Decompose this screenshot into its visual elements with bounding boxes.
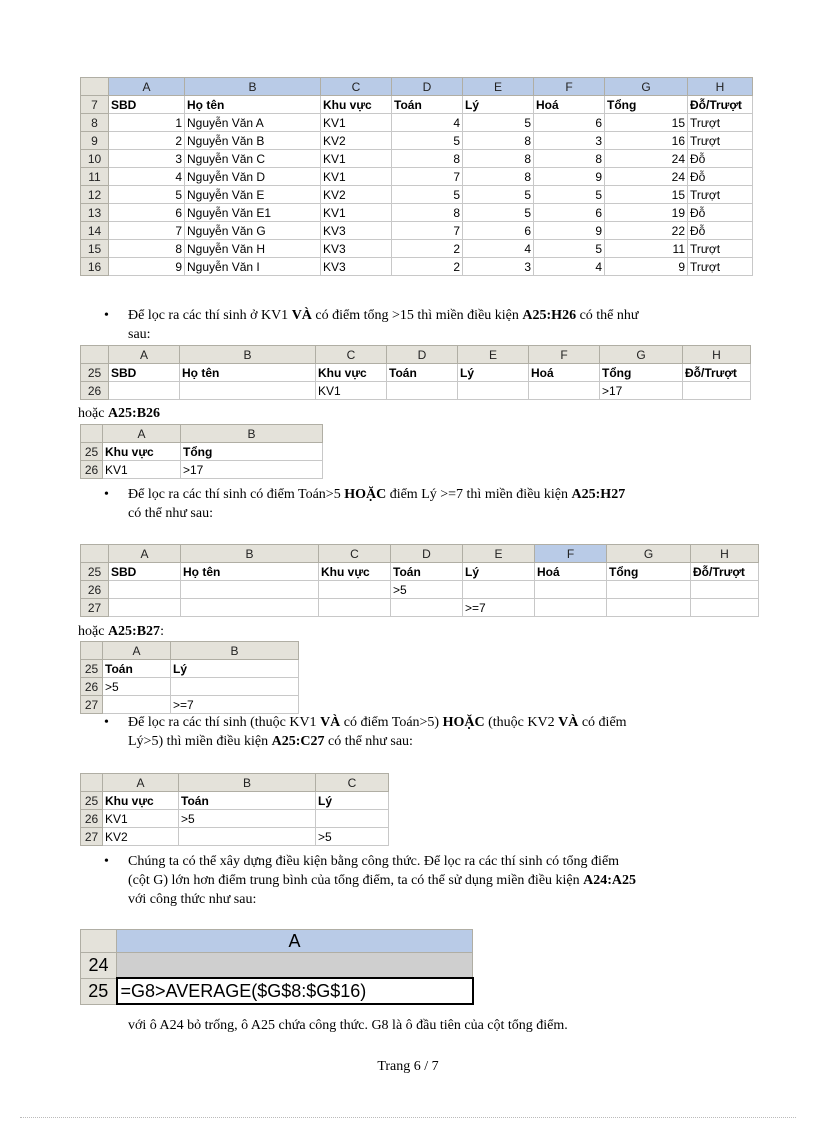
table-cell[interactable]: Nguyễn Văn C (185, 150, 321, 168)
bullet-combined-criteria: • Để lọc ra các thí sinh (thuộc KV1 VÀ có điểm Toán>5) HOẶC (thuộc KV2 VÀ có điểm Lý>5) thì miền điều kiện A25:C27 có thể như sau: (128, 713, 778, 751)
table-cell[interactable]: >=7 (171, 696, 299, 714)
students-table (80, 77, 753, 276)
table-cell[interactable] (316, 810, 389, 828)
table-cell[interactable]: 9 (605, 258, 688, 276)
column-header: A (117, 930, 473, 953)
field-header-cell[interactable]: Toán (387, 364, 458, 382)
column-header: C (319, 545, 391, 563)
column-header: A (103, 774, 179, 792)
field-header-cell[interactable]: Toán (103, 660, 171, 678)
table-cell[interactable]: 16 (605, 132, 688, 150)
column-header: A (103, 425, 181, 443)
cell-a25-formula[interactable]: =G8>AVERAGE($G$8:$G$16) (117, 978, 473, 1004)
row-header: 26 (81, 678, 103, 696)
table-cell[interactable] (103, 696, 171, 714)
column-header-row (81, 642, 299, 660)
table-cell[interactable]: 1 (109, 114, 185, 132)
table-cell[interactable] (387, 382, 458, 400)
row-header: 14 (81, 222, 109, 240)
row-header: 25 (81, 563, 109, 581)
field-header-row (81, 792, 389, 810)
column-header: E (463, 545, 535, 563)
table-cell[interactable]: Đỗ (688, 168, 753, 186)
table-cell[interactable]: 5 (534, 240, 605, 258)
table-cell[interactable]: 3 (109, 150, 185, 168)
table-cell[interactable]: Trượt (688, 258, 753, 276)
table-cell[interactable]: KV2 (103, 828, 179, 846)
cell-a24[interactable] (117, 953, 473, 979)
table-cell[interactable]: KV3 (321, 222, 392, 240)
table-cell[interactable] (691, 599, 759, 617)
column-header: B (179, 774, 316, 792)
field-header-cell[interactable]: Khu vực (319, 563, 391, 581)
table-cell[interactable]: 8 (463, 132, 534, 150)
table-cell[interactable] (691, 581, 759, 599)
table-cell[interactable]: 24 (605, 168, 688, 186)
row-header: 9 (81, 132, 109, 150)
criteria-table-a25-b27 (80, 641, 299, 714)
column-header: D (387, 346, 458, 364)
row-header: 27 (81, 599, 109, 617)
field-header-cell[interactable]: Lý (458, 364, 529, 382)
row-header: 26 (81, 810, 103, 828)
table-cell[interactable]: KV1 (321, 168, 392, 186)
column-header: B (181, 425, 323, 443)
field-header-cell[interactable]: Đỗ/Trượt (683, 364, 751, 382)
table-row (81, 132, 753, 150)
table-cell[interactable] (607, 581, 691, 599)
field-header-cell[interactable]: Lý (171, 660, 299, 678)
table-row (81, 186, 753, 204)
row-header: 12 (81, 186, 109, 204)
table-cell[interactable]: 9 (534, 222, 605, 240)
table-cell[interactable]: KV1 (321, 204, 392, 222)
field-header-cell[interactable]: SBD (109, 96, 185, 114)
table-row (81, 599, 759, 617)
table-cell[interactable]: KV1 (103, 461, 181, 479)
corner-cell (81, 78, 109, 96)
table-row (81, 168, 753, 186)
table-cell[interactable]: Đỗ (688, 204, 753, 222)
column-header-row (81, 425, 323, 443)
column-header-row (81, 545, 759, 563)
table-cell[interactable]: KV2 (321, 132, 392, 150)
field-header-cell[interactable]: Tổng (181, 443, 323, 461)
table-cell[interactable] (181, 581, 319, 599)
table-cell[interactable]: 2 (109, 132, 185, 150)
field-header-row (81, 96, 753, 114)
column-header: D (391, 545, 463, 563)
table-row (81, 150, 753, 168)
formula-table (80, 929, 474, 1005)
table-cell[interactable]: Đỗ (688, 150, 753, 168)
table-cell[interactable]: 8 (463, 168, 534, 186)
table-cell[interactable]: 5 (534, 186, 605, 204)
table-cell[interactable]: 6 (463, 222, 534, 240)
table-cell[interactable]: Nguyễn Văn B (185, 132, 321, 150)
table-row (81, 382, 751, 400)
field-header-cell[interactable]: Tổng (605, 96, 688, 114)
table-cell[interactable]: KV1 (321, 150, 392, 168)
table-cell[interactable] (179, 828, 316, 846)
column-header: A (109, 78, 185, 96)
field-header-cell[interactable]: Khu vực (321, 96, 392, 114)
row-header: 25 (81, 978, 117, 1004)
field-header-row (81, 660, 299, 678)
column-header: B (185, 78, 321, 96)
table-cell[interactable]: >17 (600, 382, 683, 400)
column-header-row (81, 78, 753, 96)
table-cell[interactable]: 15 (605, 186, 688, 204)
field-header-cell[interactable]: Lý (463, 563, 535, 581)
table-cell[interactable]: >5 (391, 581, 463, 599)
row-header: 24 (81, 953, 117, 979)
column-header: B (180, 346, 316, 364)
field-header-cell[interactable]: SBD (109, 563, 181, 581)
table-cell[interactable]: >5 (103, 678, 171, 696)
row-header: 16 (81, 258, 109, 276)
table-cell[interactable]: 5 (392, 186, 463, 204)
column-header: F (529, 346, 600, 364)
table-row (81, 258, 753, 276)
table-row (81, 204, 753, 222)
table-cell[interactable]: 11 (605, 240, 688, 258)
table-cell[interactable]: 6 (109, 204, 185, 222)
table-cell[interactable]: 4 (109, 168, 185, 186)
table-cell[interactable]: Trượt (688, 132, 753, 150)
row-header: 26 (81, 461, 103, 479)
field-header-row (81, 443, 323, 461)
table-cell[interactable] (529, 382, 600, 400)
column-header: G (607, 545, 691, 563)
field-header-cell[interactable]: Lý (463, 96, 534, 114)
table-cell[interactable]: KV1 (321, 114, 392, 132)
table-cell[interactable]: 3 (463, 258, 534, 276)
table-cell[interactable]: 8 (463, 150, 534, 168)
table-cell[interactable]: KV2 (321, 186, 392, 204)
column-header: D (392, 78, 463, 96)
row-header: 27 (81, 696, 103, 714)
table-cell[interactable]: Trượt (688, 186, 753, 204)
table-cell[interactable]: 2 (392, 240, 463, 258)
corner-cell (81, 642, 103, 660)
table-row (81, 461, 323, 479)
footer-divider (20, 1117, 796, 1118)
column-header-row (81, 774, 389, 792)
column-header-row (81, 346, 751, 364)
table-cell[interactable]: KV3 (321, 240, 392, 258)
field-header-cell[interactable]: Hoá (529, 364, 600, 382)
or-a25-b26: hoặc A25:B26 (78, 406, 161, 421)
row-header: 26 (81, 581, 109, 599)
table-cell[interactable]: 4 (392, 114, 463, 132)
table-cell[interactable] (181, 599, 319, 617)
column-header: G (600, 346, 683, 364)
row-header: 25 (81, 660, 103, 678)
table-cell[interactable]: >5 (179, 810, 316, 828)
table-cell[interactable]: KV3 (321, 258, 392, 276)
table-cell[interactable]: Trượt (688, 114, 753, 132)
table-cell[interactable] (171, 678, 299, 696)
table-cell[interactable]: 2 (392, 258, 463, 276)
field-header-cell[interactable]: Tổng (600, 364, 683, 382)
field-header-cell[interactable]: Toán (179, 792, 316, 810)
table-cell[interactable]: 22 (605, 222, 688, 240)
table-cell[interactable]: 5 (463, 186, 534, 204)
table-cell[interactable]: Nguyễn Văn G (185, 222, 321, 240)
table-cell[interactable] (391, 599, 463, 617)
table-cell[interactable]: KV1 (316, 382, 387, 400)
column-header: A (103, 642, 171, 660)
column-header: E (458, 346, 529, 364)
table-row (81, 114, 753, 132)
row-header: 15 (81, 240, 109, 258)
row-header: 10 (81, 150, 109, 168)
table-cell[interactable]: 5 (392, 132, 463, 150)
criteria-table-a25-b26 (80, 424, 323, 479)
table-row (81, 240, 753, 258)
table-cell[interactable]: 7 (109, 222, 185, 240)
field-header-cell[interactable]: Tổng (607, 563, 691, 581)
table-cell[interactable]: Nguyễn Văn E1 (185, 204, 321, 222)
field-header-cell[interactable]: Đỗ/Trượt (688, 96, 753, 114)
table-cell[interactable]: 7 (392, 222, 463, 240)
row-header: 25 (81, 443, 103, 461)
row-header: 25 (81, 364, 109, 382)
corner-cell (81, 346, 109, 364)
field-header-cell[interactable]: Họ tên (185, 96, 321, 114)
or-a25-b27: hoặc A25:B27: (78, 624, 164, 639)
table-cell[interactable]: 6 (534, 114, 605, 132)
table-cell[interactable]: 9 (109, 258, 185, 276)
field-header-cell[interactable]: Khu vực (103, 443, 181, 461)
field-header-row (81, 563, 759, 581)
table-cell[interactable] (607, 599, 691, 617)
table-cell[interactable]: Nguyễn Văn D (185, 168, 321, 186)
table-cell[interactable]: 5 (463, 114, 534, 132)
table-cell[interactable]: 19 (605, 204, 688, 222)
table-row (81, 678, 299, 696)
column-header: B (171, 642, 299, 660)
column-header: F (535, 545, 607, 563)
table-cell[interactable]: Nguyễn Văn E (185, 186, 321, 204)
row-header: 7 (81, 96, 109, 114)
table-cell[interactable]: 8 (392, 204, 463, 222)
table-cell[interactable] (458, 382, 529, 400)
column-header: H (688, 78, 753, 96)
table-row (81, 581, 759, 599)
row-header: 26 (81, 382, 109, 400)
table-cell[interactable] (109, 382, 180, 400)
table-cell[interactable]: 6 (534, 204, 605, 222)
column-header: C (316, 774, 389, 792)
bullet-kv1-and-total: • Để lọc ra các thí sinh ở KV1 VÀ có điểm tổng >15 thì miền điều kiện A25:H26 có thể như sau: (128, 306, 778, 344)
column-header: A (109, 545, 181, 563)
table-cell[interactable]: 7 (392, 168, 463, 186)
table-cell[interactable] (109, 599, 181, 617)
field-header-cell[interactable]: Khu vực (316, 364, 387, 382)
field-header-cell[interactable]: Lý (316, 792, 389, 810)
table-cell[interactable]: 5 (109, 186, 185, 204)
table-cell[interactable]: Đỗ (688, 222, 753, 240)
table-cell[interactable]: >5 (316, 828, 389, 846)
column-header: H (691, 545, 759, 563)
table-cell[interactable]: 15 (605, 114, 688, 132)
row-header: 27 (81, 828, 103, 846)
table-cell[interactable]: 9 (534, 168, 605, 186)
table-cell[interactable] (463, 581, 535, 599)
table-cell[interactable] (683, 382, 751, 400)
field-header-cell[interactable]: Hoá (535, 563, 607, 581)
row-header: 8 (81, 114, 109, 132)
field-header-cell[interactable]: Toán (392, 96, 463, 114)
criteria-table-a25-h26 (80, 345, 751, 400)
field-header-cell[interactable]: Họ tên (180, 364, 316, 382)
table-cell[interactable] (180, 382, 316, 400)
table-cell[interactable]: Nguyễn Văn I (185, 258, 321, 276)
page-number: Trang 6 / 7 (377, 1059, 439, 1074)
field-header-row (81, 364, 751, 382)
criteria-table-a25-h27 (80, 544, 759, 617)
column-header: B (181, 545, 319, 563)
column-header: F (534, 78, 605, 96)
table-cell[interactable] (535, 581, 607, 599)
row-header: 25 (81, 792, 103, 810)
column-header: A (109, 346, 180, 364)
table-cell[interactable]: >=7 (463, 599, 535, 617)
table-cell[interactable]: Nguyễn Văn H (185, 240, 321, 258)
bullet-toan-or-ly: • Để lọc ra các thí sinh có điểm Toán>5 HOẶC điểm Lý >=7 thì miền điều kiện A25:H27 có thể như sau: (128, 485, 778, 523)
field-header-cell[interactable]: Khu vực (103, 792, 179, 810)
table-cell[interactable]: 4 (463, 240, 534, 258)
table-row (81, 222, 753, 240)
table-cell[interactable]: 8 (392, 150, 463, 168)
formula-note: với ô A24 bỏ trống, ô A25 chứa công thức. G8 là ô đầu tiên của cột tổng điểm. (128, 1018, 568, 1033)
criteria-table-a25-c27 (80, 773, 389, 846)
row-header: 11 (81, 168, 109, 186)
table-cell[interactable]: 3 (534, 132, 605, 150)
column-header: H (683, 346, 751, 364)
table-cell[interactable]: 8 (534, 150, 605, 168)
corner-cell (81, 930, 117, 953)
table-row (81, 828, 389, 846)
table-cell[interactable]: KV1 (103, 810, 179, 828)
field-header-cell[interactable]: Họ tên (181, 563, 319, 581)
corner-cell (81, 425, 103, 443)
table-cell[interactable]: Nguyễn Văn A (185, 114, 321, 132)
table-cell[interactable]: 8 (109, 240, 185, 258)
column-header: E (463, 78, 534, 96)
corner-cell (81, 774, 103, 792)
table-row (81, 810, 389, 828)
table-cell[interactable] (319, 581, 391, 599)
table-cell[interactable]: 5 (463, 204, 534, 222)
column-header: G (605, 78, 688, 96)
column-header: C (321, 78, 392, 96)
bullet-formula-criteria: • Chúng ta có thể xây dựng điều kiện bằng công thức. Để lọc ra các thí sinh có tổng điểm (cột G) lớn hơn điểm trung bình của tổng điểm, ta có thể sử dụng miền điều kiện A24:A25 với công thức như sau: (128, 852, 778, 909)
field-header-cell[interactable]: Hoá (534, 96, 605, 114)
table-cell[interactable]: 4 (534, 258, 605, 276)
row-header: 13 (81, 204, 109, 222)
table-cell[interactable] (109, 581, 181, 599)
corner-cell (81, 545, 109, 563)
field-header-cell[interactable]: SBD (109, 364, 180, 382)
table-cell[interactable] (319, 599, 391, 617)
table-cell[interactable]: Trượt (688, 240, 753, 258)
column-header: C (316, 346, 387, 364)
table-row (81, 696, 299, 714)
field-header-cell[interactable]: Đỗ/Trượt (691, 563, 759, 581)
field-header-cell[interactable]: Toán (391, 563, 463, 581)
table-cell[interactable]: >17 (181, 461, 323, 479)
table-cell[interactable]: 24 (605, 150, 688, 168)
table-cell[interactable] (535, 599, 607, 617)
